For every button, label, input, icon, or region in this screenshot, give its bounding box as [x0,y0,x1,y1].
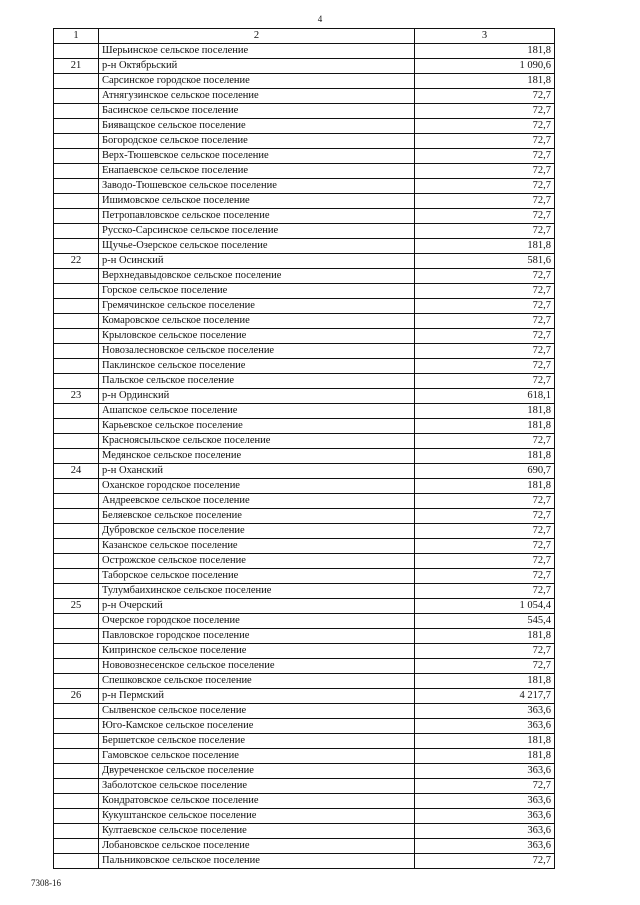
row-number [54,749,99,764]
row-number [54,809,99,824]
row-value: 181,8 [415,629,555,644]
row-name: Шерьинское сельское поселение [99,44,415,59]
row-value: 72,7 [415,644,555,659]
row-name: р-н Оханский [99,464,415,479]
table-row [54,794,555,809]
row-number [54,134,99,149]
row-value: 4 217,7 [415,689,555,704]
table-row [54,509,555,524]
row-value: 181,8 [415,74,555,89]
row-name: Павловское городское поселение [99,629,415,644]
table-row [54,134,555,149]
table-row [54,314,555,329]
table-row [54,284,555,299]
row-value: 72,7 [415,89,555,104]
row-number [54,419,99,434]
row-value: 72,7 [415,779,555,794]
row-number [54,104,99,119]
table-row [54,239,555,254]
row-value: 618,1 [415,389,555,404]
row-number [54,674,99,689]
table-row [54,104,555,119]
table-row [54,164,555,179]
row-number [54,239,99,254]
row-value: 72,7 [415,329,555,344]
row-name: Казанское сельское поселение [99,539,415,554]
row-name: Заводо-Тюшевское сельское поселение [99,179,415,194]
table-row [54,479,555,494]
table-row [54,434,555,449]
row-name: р-н Октябрьский [99,59,415,74]
row-value: 72,7 [415,374,555,389]
table-row [54,224,555,239]
row-value: 181,8 [415,479,555,494]
row-number [54,794,99,809]
row-value: 363,6 [415,704,555,719]
row-number [54,659,99,674]
row-value: 363,6 [415,794,555,809]
row-value: 363,6 [415,719,555,734]
row-name: Медянское сельское поселение [99,449,415,464]
table-row [54,329,555,344]
row-value: 72,7 [415,539,555,554]
row-number [54,44,99,59]
row-number [54,734,99,749]
table-row [54,539,555,554]
row-value: 1 090,6 [415,59,555,74]
row-value: 72,7 [415,569,555,584]
row-name: Спешковское сельское поселение [99,674,415,689]
row-value: 72,7 [415,179,555,194]
row-number [54,554,99,569]
row-number [54,479,99,494]
page-number: 4 [317,14,323,24]
row-value: 72,7 [415,524,555,539]
table-row [54,719,555,734]
row-number [54,344,99,359]
row-name: Сылвенское сельское поселение [99,704,415,719]
row-value: 181,8 [415,44,555,59]
row-value: 72,7 [415,269,555,284]
row-value: 363,6 [415,824,555,839]
row-name: р-н Осинский [99,254,415,269]
row-name: р-н Очерский [99,599,415,614]
row-value: 72,7 [415,119,555,134]
row-name: Тулумбаихинское сельское поселение [99,584,415,599]
table-row [54,824,555,839]
row-name: Пальское сельское поселение [99,374,415,389]
row-number [54,584,99,599]
table-row [54,494,555,509]
row-value: 72,7 [415,659,555,674]
table-row [54,659,555,674]
row-number: 21 [54,59,99,74]
row-name: Очерское городское поселение [99,614,415,629]
table-row [54,149,555,164]
table-row [54,614,555,629]
table-row [54,674,555,689]
row-name: Култаевское сельское поселение [99,824,415,839]
table-row [54,299,555,314]
row-name: Верх-Тюшевское сельское поселение [99,149,415,164]
row-number [54,764,99,779]
row-number [54,839,99,854]
row-value: 72,7 [415,194,555,209]
row-value: 72,7 [415,104,555,119]
row-value: 363,6 [415,764,555,779]
table-header-row [54,29,555,44]
table-row [54,524,555,539]
table-row [54,779,555,794]
row-name: Крыловское сельское поселение [99,329,415,344]
row-name: р-н Ординский [99,389,415,404]
row-number [54,284,99,299]
table-row [54,629,555,644]
table-row [54,689,555,704]
row-number [54,374,99,389]
row-value: 690,7 [415,464,555,479]
row-number [54,854,99,869]
table-row [54,59,555,74]
table-row [54,644,555,659]
row-value: 72,7 [415,434,555,449]
row-name: р-н Пермский [99,689,415,704]
row-value: 181,8 [415,419,555,434]
row-name: Лобановское сельское поселение [99,839,415,854]
row-value: 72,7 [415,344,555,359]
row-value: 72,7 [415,854,555,869]
row-number [54,209,99,224]
document-code: 7308-16 [31,878,61,888]
row-value: 545,4 [415,614,555,629]
table-row [54,374,555,389]
row-name: Енапаевское сельское поселение [99,164,415,179]
table-row [54,74,555,89]
row-value: 72,7 [415,164,555,179]
row-value: 181,8 [415,449,555,464]
row-name: Кипринское сельское поселение [99,644,415,659]
table-row [54,419,555,434]
table-row [54,119,555,134]
row-name: Русско-Сарсинское сельское поселение [99,224,415,239]
row-value: 72,7 [415,224,555,239]
table-row [54,254,555,269]
row-name: Андреевское сельское поселение [99,494,415,509]
row-number [54,569,99,584]
row-value: 181,8 [415,404,555,419]
row-name: Паклинское сельское поселение [99,359,415,374]
row-number [54,314,99,329]
table-row [54,44,555,59]
row-name: Сарсинское городское поселение [99,74,415,89]
row-name: Острожское сельское поселение [99,554,415,569]
row-number: 22 [54,254,99,269]
row-number [54,179,99,194]
table-row [54,554,555,569]
row-name: Богородское сельское поселение [99,134,415,149]
row-number [54,404,99,419]
table-row [54,89,555,104]
row-number [54,779,99,794]
row-name: Таборское сельское поселение [99,569,415,584]
row-number [54,434,99,449]
row-number: 26 [54,689,99,704]
row-name: Гамовское сельское поселение [99,749,415,764]
row-name: Двуреченское сельское поселение [99,764,415,779]
row-name: Беляевское сельское поселение [99,509,415,524]
row-name: Щучье-Озерское сельское поселение [99,239,415,254]
row-value: 181,8 [415,734,555,749]
table-row [54,449,555,464]
row-name: Бияващское сельское поселение [99,119,415,134]
row-number [54,119,99,134]
row-number [54,644,99,659]
allocation-table [53,28,555,869]
row-number [54,824,99,839]
table-row [54,389,555,404]
row-number [54,149,99,164]
row-value: 72,7 [415,509,555,524]
row-value: 181,8 [415,749,555,764]
table-row [54,749,555,764]
row-name: Заболотское сельское поселение [99,779,415,794]
table-row [54,404,555,419]
table-row [54,464,555,479]
row-value: 72,7 [415,284,555,299]
row-number: 25 [54,599,99,614]
row-value: 181,8 [415,674,555,689]
table-row [54,854,555,869]
table-row [54,359,555,374]
row-value: 72,7 [415,299,555,314]
row-name: Дубровское сельское поселение [99,524,415,539]
row-value: 72,7 [415,359,555,374]
row-name: Оханское городское поселение [99,479,415,494]
table-row [54,839,555,854]
row-number [54,704,99,719]
row-number [54,329,99,344]
row-value: 72,7 [415,209,555,224]
row-name: Юго-Камское сельское поселение [99,719,415,734]
row-name: Бершетское сельское поселение [99,734,415,749]
table-row [54,584,555,599]
row-number [54,509,99,524]
row-name: Ишимовское сельское поселение [99,194,415,209]
table-row [54,194,555,209]
row-number [54,74,99,89]
row-name: Комаровское сельское поселение [99,314,415,329]
table-row [54,809,555,824]
row-value: 363,6 [415,809,555,824]
table-body [54,44,555,869]
row-name: Верхнедавыдовское сельское поселение [99,269,415,284]
row-number [54,614,99,629]
column-header-number: 1 [54,29,99,44]
row-name: Петропавловское сельское поселение [99,209,415,224]
row-value: 1 054,4 [415,599,555,614]
row-number [54,269,99,284]
row-name: Кукуштанское сельское поселение [99,809,415,824]
row-value: 181,8 [415,239,555,254]
row-name: Карьевское сельское поселение [99,419,415,434]
row-value: 72,7 [415,314,555,329]
row-name: Ашапское сельское поселение [99,404,415,419]
column-header-value: 3 [415,29,555,44]
row-value: 72,7 [415,134,555,149]
row-number [54,719,99,734]
row-name: Гремячинское сельское поселение [99,299,415,314]
row-name: Пальниковское сельское поселение [99,854,415,869]
table-row [54,599,555,614]
row-number [54,164,99,179]
row-number [54,224,99,239]
row-value: 72,7 [415,149,555,164]
row-value: 72,7 [415,494,555,509]
row-value: 72,7 [415,584,555,599]
row-value: 363,6 [415,839,555,854]
row-value: 72,7 [415,554,555,569]
table-row [54,734,555,749]
row-number [54,89,99,104]
row-number [54,299,99,314]
row-number [54,524,99,539]
table-row [54,269,555,284]
table-row [54,569,555,584]
table-row [54,704,555,719]
row-number [54,359,99,374]
row-number [54,539,99,554]
table-row [54,344,555,359]
row-name: Басинское сельское поселение [99,104,415,119]
row-name: Кондратовское сельское поселение [99,794,415,809]
row-number [54,449,99,464]
row-name: Новозалесновское сельское поселение [99,344,415,359]
table-row [54,764,555,779]
row-number [54,494,99,509]
row-number: 24 [54,464,99,479]
row-name: Горское сельское поселение [99,284,415,299]
row-name: Красноясыльское сельское поселение [99,434,415,449]
row-name: Нововознесенское сельское поселение [99,659,415,674]
table-row [54,179,555,194]
row-value: 581,6 [415,254,555,269]
row-number [54,629,99,644]
row-number: 23 [54,389,99,404]
row-name: Атнягузинское сельское поселение [99,89,415,104]
column-header-name: 2 [99,29,415,44]
table-row [54,209,555,224]
row-number [54,194,99,209]
